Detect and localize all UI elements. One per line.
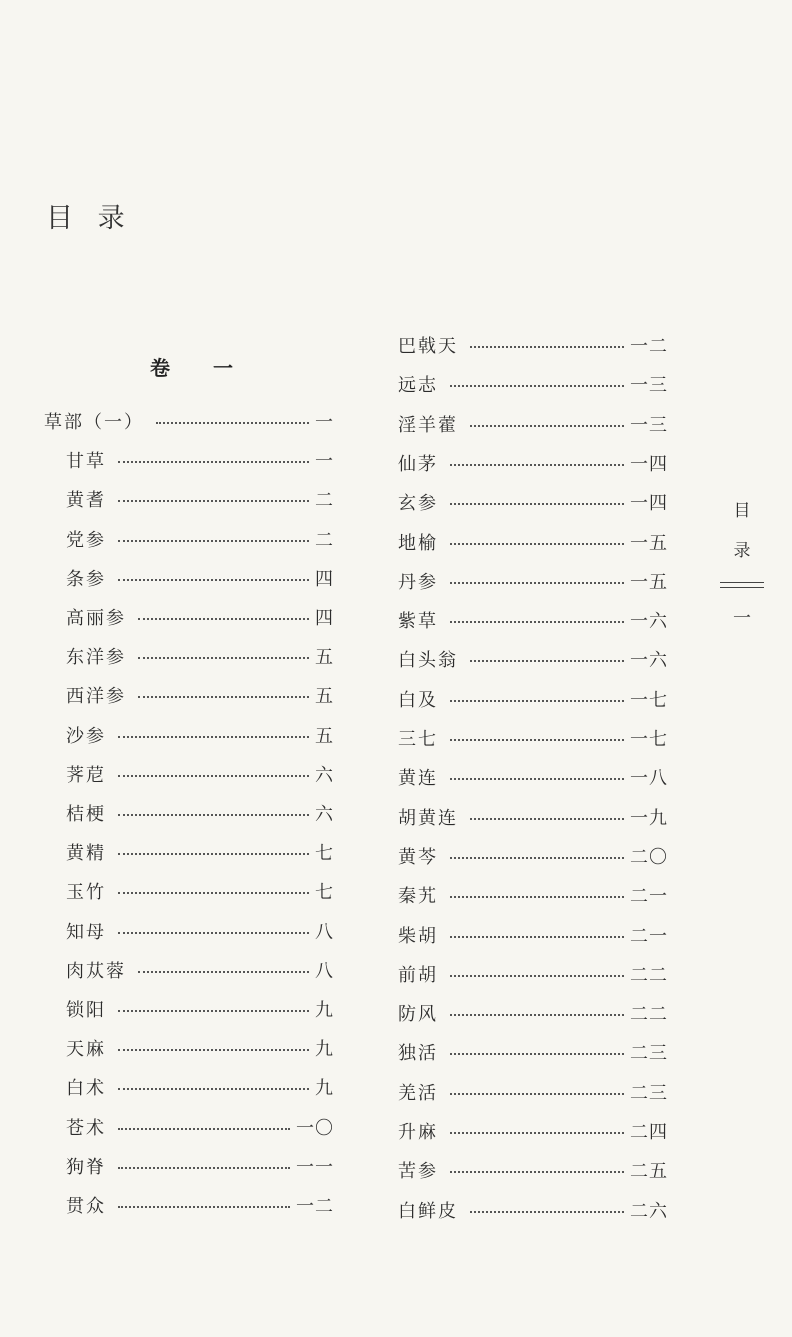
dot-leader bbox=[118, 736, 309, 738]
toc-entry-title: 柴胡 bbox=[398, 925, 438, 947]
toc-entry-title: 黄连 bbox=[398, 768, 438, 790]
toc-entry bbox=[66, 876, 334, 906]
toc-entry bbox=[66, 1072, 334, 1102]
toc-entry bbox=[398, 1116, 668, 1146]
toc-entry-page-number: 一 bbox=[315, 412, 334, 433]
toc-entry-page-number: 八 bbox=[315, 921, 334, 943]
dot-leader bbox=[470, 660, 624, 662]
toc-entry-page-number: 一四 bbox=[630, 493, 668, 515]
toc-entry-page-number: 二一 bbox=[630, 886, 668, 908]
toc-entry-title: 贯众 bbox=[66, 1196, 106, 1217]
toc-entry-page-number: 一七 bbox=[630, 729, 668, 750]
dot-leader bbox=[138, 618, 309, 620]
dot-leader bbox=[450, 464, 624, 466]
toc-entry-page-number: 六 bbox=[315, 764, 334, 786]
toc-entry-page-number: 一 bbox=[315, 451, 334, 473]
toc-entry-page-number: 一五 bbox=[630, 571, 668, 593]
dot-leader bbox=[118, 1010, 309, 1012]
toc-entry-page-number: 四 bbox=[315, 568, 334, 590]
dot-leader bbox=[450, 503, 624, 505]
dot-leader bbox=[118, 1049, 309, 1051]
dot-leader bbox=[138, 657, 309, 659]
dot-leader bbox=[470, 1211, 624, 1213]
toc-entry-title: 白术 bbox=[66, 1078, 106, 1100]
toc-entry-page-number: 二二 bbox=[630, 1004, 668, 1026]
toc-entry-page-number: 二三 bbox=[630, 1043, 668, 1065]
toc-entry bbox=[398, 527, 668, 557]
toc-entry-title: 秦艽 bbox=[398, 886, 438, 908]
toc-entry-page-number: 四 bbox=[315, 608, 334, 629]
toc-entry-page-number: 九 bbox=[315, 1000, 334, 1021]
dot-leader bbox=[450, 857, 624, 859]
toc-entry-title: 苦参 bbox=[398, 1161, 438, 1183]
dot-leader bbox=[118, 461, 309, 463]
dot-leader bbox=[470, 425, 624, 427]
dot-leader bbox=[470, 818, 624, 820]
toc-entry bbox=[398, 841, 668, 871]
toc-entry-page-number: 七 bbox=[315, 843, 334, 865]
toc-entry bbox=[398, 880, 668, 910]
toc-entry bbox=[44, 406, 334, 436]
toc-entry-page-number: 一一 bbox=[296, 1156, 334, 1178]
toc-entry-title: 狗脊 bbox=[66, 1156, 106, 1178]
dot-leader bbox=[450, 1132, 624, 1134]
toc-entry bbox=[398, 802, 668, 832]
toc-entry-page-number: 二三 bbox=[630, 1082, 668, 1104]
dot-leader bbox=[450, 936, 624, 938]
toc-entry-page-number: 六 bbox=[315, 804, 334, 825]
dot-leader bbox=[470, 346, 624, 348]
dot-leader bbox=[118, 1088, 309, 1090]
toc-entry-title: 黄精 bbox=[66, 843, 106, 865]
toc-entry-title: 丹参 bbox=[398, 571, 438, 593]
toc-entry-title: 白鲜皮 bbox=[398, 1200, 458, 1222]
dot-leader bbox=[450, 385, 624, 387]
toc-entry-page-number: 七 bbox=[315, 882, 334, 904]
toc-entry bbox=[66, 994, 334, 1024]
toc-entry-title: 甘草 bbox=[66, 451, 106, 473]
toc-entry bbox=[66, 798, 334, 828]
toc-entry bbox=[398, 1155, 668, 1185]
toc-entry-title: 桔梗 bbox=[66, 804, 106, 825]
toc-entry-page-number: 二六 bbox=[630, 1200, 668, 1222]
toc-entry-page-number: 一六 bbox=[630, 650, 668, 672]
toc-entry bbox=[398, 566, 668, 596]
toc-entry-title: 升麻 bbox=[398, 1122, 438, 1143]
toc-entry-page-number: 一六 bbox=[630, 611, 668, 633]
toc-entry bbox=[398, 409, 668, 439]
toc-entry-title: 肉苁蓉 bbox=[66, 960, 126, 982]
dot-leader bbox=[118, 1128, 290, 1130]
dot-leader bbox=[450, 621, 624, 623]
toc-entry-title: 淫羊藿 bbox=[398, 414, 458, 436]
dot-leader bbox=[450, 1014, 624, 1016]
toc-entry-title: 防风 bbox=[398, 1004, 438, 1026]
toc-entry-page-number: 一四 bbox=[630, 453, 668, 475]
toc-entry bbox=[66, 524, 334, 554]
toc-entry-title: 白头翁 bbox=[398, 650, 458, 672]
dot-leader bbox=[118, 853, 309, 855]
toc-entry bbox=[398, 1037, 668, 1067]
toc-entry-title: 党参 bbox=[66, 529, 106, 551]
dot-leader bbox=[118, 814, 309, 816]
dot-leader bbox=[118, 775, 309, 777]
toc-entry-title: 玄参 bbox=[398, 493, 438, 515]
dot-leader bbox=[118, 540, 309, 542]
toc-entry bbox=[66, 837, 334, 867]
toc-entry bbox=[66, 720, 334, 750]
toc-entry-page-number: 五 bbox=[315, 725, 334, 747]
toc-entry bbox=[398, 1195, 668, 1225]
toc-entry-title: 胡黄连 bbox=[398, 807, 458, 829]
side-label-lu: 录 bbox=[733, 541, 751, 561]
toc-entry-page-number: 一五 bbox=[630, 532, 668, 554]
toc-entry-title: 天麻 bbox=[66, 1039, 106, 1061]
toc-entry bbox=[66, 445, 334, 475]
toc-entry-title: 东洋参 bbox=[66, 647, 126, 669]
toc-entry-title: 西洋参 bbox=[66, 686, 126, 708]
toc-entry-title: 白及 bbox=[398, 689, 438, 711]
dot-leader bbox=[118, 1206, 290, 1208]
toc-entry-title: 前胡 bbox=[398, 964, 438, 986]
toc-entry bbox=[398, 448, 668, 478]
toc-entry-title: 仙茅 bbox=[398, 453, 438, 475]
dot-leader bbox=[118, 500, 309, 502]
toc-entry-page-number: 一七 bbox=[630, 689, 668, 711]
toc-entry bbox=[66, 484, 334, 514]
toc-entry bbox=[66, 1033, 334, 1063]
toc-entry-page-number: 一三 bbox=[630, 414, 668, 436]
toc-entry-page-number: 一二 bbox=[296, 1196, 334, 1217]
toc-entry-page-number: 二一 bbox=[630, 925, 668, 947]
toc-entry-title: 条参 bbox=[66, 568, 106, 590]
toc-entry-title: 锁阳 bbox=[66, 1000, 106, 1021]
dot-leader bbox=[450, 1093, 624, 1095]
toc-entry bbox=[66, 1112, 334, 1142]
toc-entry-page-number: 九 bbox=[315, 1078, 334, 1100]
toc-entry-page-number: 二四 bbox=[630, 1122, 668, 1143]
toc-entry bbox=[398, 998, 668, 1028]
toc-entry bbox=[398, 920, 668, 950]
side-double-rule bbox=[720, 582, 764, 588]
toc-entry-page-number: 一八 bbox=[630, 768, 668, 790]
toc-entry bbox=[398, 723, 668, 753]
dot-leader bbox=[118, 932, 309, 934]
toc-entry-title: 玉竹 bbox=[66, 882, 106, 904]
toc-entry-page-number: 五 bbox=[315, 647, 334, 669]
dot-leader bbox=[450, 1171, 624, 1173]
dot-leader bbox=[450, 543, 624, 545]
toc-entry-page-number: 一九 bbox=[630, 807, 668, 829]
toc-entry bbox=[398, 330, 668, 360]
dot-leader bbox=[138, 696, 309, 698]
dot-leader bbox=[118, 892, 309, 894]
toc-entry bbox=[398, 684, 668, 714]
toc-entry-page-number: 九 bbox=[315, 1039, 334, 1061]
page-title: 目 录 bbox=[46, 203, 133, 234]
toc-entry-title: 高丽参 bbox=[66, 608, 126, 629]
dot-leader bbox=[118, 1167, 290, 1169]
toc-entry-title: 远志 bbox=[398, 375, 438, 397]
toc-entry bbox=[398, 644, 668, 674]
toc-entry bbox=[66, 563, 334, 593]
toc-entry-page-number: 一三 bbox=[630, 375, 668, 397]
dot-leader bbox=[450, 1053, 624, 1055]
toc-entry-page-number: 二五 bbox=[630, 1161, 668, 1183]
toc-entry-title: 黄耆 bbox=[66, 490, 106, 512]
toc-entry-page-number: 二 bbox=[315, 490, 334, 512]
toc-entry bbox=[66, 680, 334, 710]
toc-entry-page-number: 二 bbox=[315, 529, 334, 551]
toc-entry-page-number: 一二 bbox=[630, 336, 668, 357]
toc-entry-page-number: 一〇 bbox=[296, 1117, 334, 1139]
dot-leader bbox=[138, 971, 309, 973]
toc-entry-page-number: 二二 bbox=[630, 964, 668, 986]
toc-entry bbox=[66, 1190, 334, 1220]
toc-entry-page-number: 二〇 bbox=[630, 846, 668, 868]
toc-entry bbox=[66, 955, 334, 985]
side-page-number: 一 bbox=[733, 608, 751, 629]
toc-entry-title: 地榆 bbox=[398, 532, 438, 554]
toc-entry-title: 草部（一） bbox=[44, 412, 144, 433]
toc-entry-title: 独活 bbox=[398, 1043, 438, 1065]
toc-entry-title: 三七 bbox=[398, 729, 438, 750]
toc-entry bbox=[398, 369, 668, 399]
toc-entry-title: 荠苨 bbox=[66, 764, 106, 786]
toc-entry bbox=[398, 487, 668, 517]
toc-entry-page-number: 五 bbox=[315, 686, 334, 708]
toc-entry bbox=[66, 916, 334, 946]
toc-entry-title: 黄芩 bbox=[398, 846, 438, 868]
dot-leader bbox=[450, 582, 624, 584]
dot-leader bbox=[450, 700, 624, 702]
toc-entry bbox=[66, 1151, 334, 1181]
toc-entry bbox=[398, 762, 668, 792]
dot-leader bbox=[450, 896, 624, 898]
toc-entry-title: 苍术 bbox=[66, 1117, 106, 1139]
dot-leader bbox=[156, 422, 309, 424]
toc-entry bbox=[66, 641, 334, 671]
dot-leader bbox=[450, 778, 624, 780]
toc-entry bbox=[398, 959, 668, 989]
toc-entry-title: 巴戟天 bbox=[398, 336, 458, 357]
toc-entry-title: 紫草 bbox=[398, 611, 438, 633]
side-label-mu: 目 bbox=[733, 501, 751, 521]
toc-entry bbox=[398, 605, 668, 635]
toc-entry-title: 羌活 bbox=[398, 1082, 438, 1104]
toc-entry bbox=[66, 759, 334, 789]
dot-leader bbox=[450, 975, 624, 977]
toc-entry bbox=[66, 602, 334, 632]
toc-entry-title: 知母 bbox=[66, 921, 106, 943]
dot-leader bbox=[450, 739, 624, 741]
toc-entry-title: 沙参 bbox=[66, 725, 106, 747]
toc-entry-page-number: 八 bbox=[315, 960, 334, 982]
toc-entry bbox=[398, 1077, 668, 1107]
volume-heading: 卷 一 bbox=[150, 356, 251, 380]
dot-leader bbox=[118, 579, 309, 581]
